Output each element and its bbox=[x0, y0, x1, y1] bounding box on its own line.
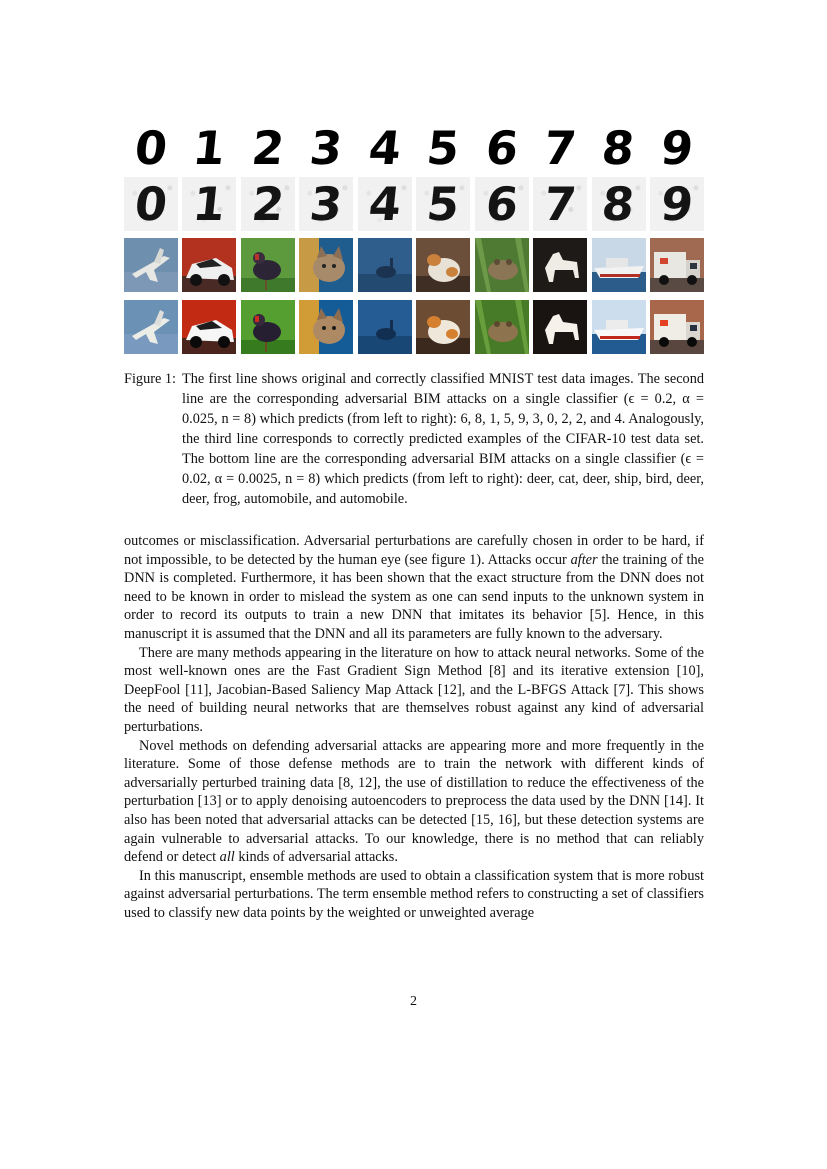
cifar-original-row bbox=[124, 238, 704, 292]
cifar-bird-image bbox=[241, 238, 295, 292]
cifar-ship-adversarial-image bbox=[592, 300, 646, 354]
caption-text: The first line shows original and correctly classified MNIST test data images. The second line are the corresponding adversarial BIM attacks on a single classifier (ϵ = 0.2, α = 0.025, n = 8) which predicts (from left to right): 6, 8, 1, 5, 9, 3, 0, 2, 2, and 4. Analogously, the third line corresponds to correctly predicted examples of the CIFAR-10 test data set. The bottom line are the corresponding adversarial BIM attacks on a single classifier (ϵ = 0.02, α = 0.0025, n = 8) which predicts (from left to right): deer, cat, deer, ship, bird, deer, deer, frog, automobile, and automobile. bbox=[182, 371, 704, 507]
cifar-horse-adversarial-image bbox=[533, 300, 587, 354]
mnist-adversarial-image bbox=[416, 177, 470, 231]
cifar-adversarial-row bbox=[124, 300, 704, 354]
mnist-original-image bbox=[358, 121, 412, 175]
paragraph bbox=[124, 532, 704, 644]
cifar-frog-image bbox=[475, 238, 529, 292]
paragraph-text: kinds of adversarial attacks. bbox=[234, 849, 398, 866]
cifar-deer-adversarial-image bbox=[358, 300, 412, 354]
paragraph: In this manuscript, ensemble methods are used to obtain a classification system that is more robust against adversarial perturbations. The term ensemble method refers to constructing a set of classifiers used to classify new data points by the weighted or unweighted average bbox=[124, 867, 704, 921]
paragraph bbox=[124, 737, 704, 867]
mnist-original-image bbox=[416, 121, 470, 175]
digit: 1 bbox=[190, 121, 229, 175]
mnist-adversarial-image bbox=[358, 177, 412, 231]
cifar-dog-image bbox=[416, 238, 470, 292]
cifar-deer-image bbox=[358, 238, 412, 292]
mnist-original-row bbox=[124, 121, 704, 177]
cifar-cat-adversarial-image bbox=[299, 300, 353, 354]
mnist-original-image bbox=[592, 121, 646, 175]
mnist-adversarial-image bbox=[650, 177, 704, 231]
cifar-frog-adversarial-image bbox=[475, 300, 529, 354]
cifar-automobile-adversarial-image bbox=[182, 300, 236, 354]
cifar-airplane-adversarial-image bbox=[124, 300, 178, 354]
emphasis-text: all bbox=[219, 849, 235, 866]
paragraph-text: Novel methods on defending adversarial attacks are appearing more and more frequently in the literature. Some of those defense methods are to train the network with different kinds of adversarially perturbed training data [8, 12], the use of distillation to reduce the effectiveness of the perturbation [13] or to apply denoising autoencoders to preprocess the data used by the DNN [14]. It also has been noted that adversarial attacks can be detected [15, 16], but these detection systems are again vulnerable to adversarial attacks. To our knowledge, there is no method that can reliably defend or detect bbox=[124, 737, 704, 866]
cifar-truck-adversarial-image bbox=[650, 300, 704, 354]
cifar-dog-adversarial-image bbox=[416, 300, 470, 354]
body-text bbox=[124, 532, 704, 922]
mnist-adversarial-image bbox=[299, 177, 353, 231]
mnist-adversarial-image bbox=[592, 177, 646, 231]
mnist-original-image bbox=[650, 121, 704, 175]
digit: 0 bbox=[132, 177, 170, 231]
mnist-original-image bbox=[475, 121, 529, 175]
cifar-bird-adversarial-image bbox=[241, 300, 295, 354]
digit: 5 bbox=[424, 177, 463, 231]
paragraph-text: the training of the DNN is completed. Furthermore, it has been shown that the exact structure from the DNN does not need to be known in order to mislead the system as one can send inputs to the unknown system in order to record its outputs to train a new DNN that imitates its behavior [5]. Hence, in this manuscript it is assumed that the DNN and all its parameters are fully known to the adversary. bbox=[124, 551, 704, 642]
digit: 3 bbox=[307, 121, 346, 175]
digit: 3 bbox=[307, 177, 346, 231]
mnist-adversarial-row bbox=[124, 177, 704, 233]
caption-label: Figure 1: bbox=[124, 371, 177, 387]
digit: 7 bbox=[541, 121, 579, 175]
figure-1 bbox=[124, 121, 704, 354]
paragraph: There are many methods appearing in the literature on how to attack neural networks. Some of the most well-known ones are the Fast Gradient Sign Method [8] and its iterative extension [10], DeepFool [11], Jacobian-Based Saliency Map Attack [12], and the L-BFGS Attack [7]. This shows the need of building neural networks that are themselves robust against any kind of adversarial perturbations. bbox=[124, 644, 704, 735]
digit: 8 bbox=[599, 177, 638, 231]
mnist-adversarial-image bbox=[533, 177, 587, 231]
mnist-original-image bbox=[182, 121, 236, 175]
digit: 0 bbox=[132, 121, 170, 175]
digit: 2 bbox=[249, 177, 287, 231]
cifar-truck-image bbox=[650, 238, 704, 292]
digit: 9 bbox=[658, 121, 696, 175]
digit: 9 bbox=[658, 177, 696, 231]
mnist-adversarial-image bbox=[182, 177, 236, 231]
page-number: 2 bbox=[410, 994, 417, 1009]
cifar-ship-image bbox=[592, 238, 646, 292]
digit: 6 bbox=[482, 177, 521, 231]
emphasis-text: after bbox=[570, 551, 598, 568]
cifar-cat-image bbox=[299, 238, 353, 292]
mnist-original-image bbox=[124, 121, 178, 175]
digit: 7 bbox=[541, 177, 579, 231]
figure-caption bbox=[124, 369, 704, 509]
cifar-airplane-image bbox=[124, 238, 178, 292]
mnist-original-image bbox=[241, 121, 295, 175]
digit: 8 bbox=[599, 121, 638, 175]
cifar-horse-image bbox=[533, 238, 587, 292]
digit: 5 bbox=[424, 121, 463, 175]
mnist-original-image bbox=[533, 121, 587, 175]
mnist-original-image bbox=[299, 121, 353, 175]
paragraph-text: outcomes or misclassification. Adversarial perturbations are carefully chosen in order to be hard, if not impossible, to be detected by the human eye (see figure 1). Attacks occur bbox=[124, 533, 704, 568]
digit: 4 bbox=[365, 177, 404, 231]
digit: 2 bbox=[249, 121, 287, 175]
digit: 6 bbox=[482, 121, 521, 175]
digit: 4 bbox=[365, 121, 404, 175]
mnist-adversarial-image bbox=[475, 177, 529, 231]
mnist-adversarial-image bbox=[124, 177, 178, 231]
mnist-adversarial-image bbox=[241, 177, 295, 231]
digit: 1 bbox=[190, 177, 229, 231]
cifar-automobile-image bbox=[182, 238, 236, 292]
